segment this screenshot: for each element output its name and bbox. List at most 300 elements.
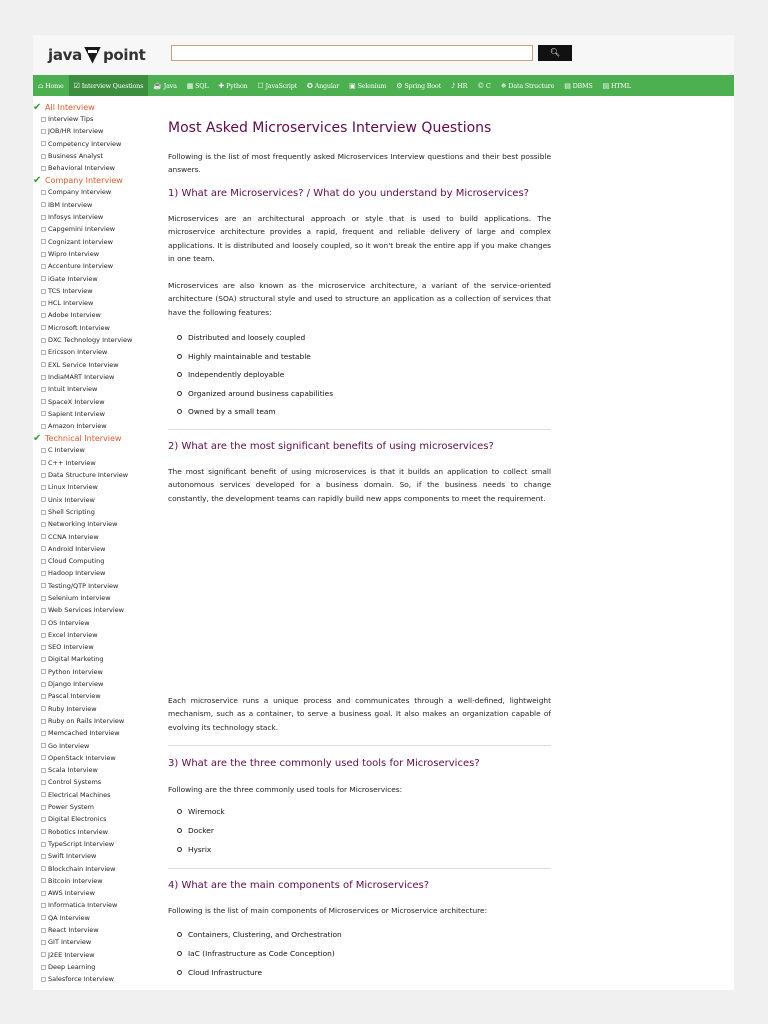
article-content (161, 104, 559, 990)
sidebar-item-label: Go Interview (48, 741, 90, 750)
nav-item-selenium[interactable] (344, 82, 391, 90)
nav-icon: ☐ (257, 81, 264, 90)
sidebar-item[interactable] (33, 555, 161, 567)
list-item (177, 930, 342, 939)
q3-paragraph-1: Following are the three commonly used tools for Microservices: (168, 785, 403, 794)
sidebar-item[interactable] (33, 150, 161, 162)
sidebar-item[interactable] (33, 518, 161, 530)
bullet-icon (177, 828, 182, 833)
bullet-box-icon (41, 264, 46, 269)
bullet-box-icon (41, 657, 46, 662)
sidebar-item-label: Company Interview (45, 175, 123, 185)
logo-mark-icon (84, 47, 101, 64)
sidebar-item[interactable] (33, 715, 161, 727)
sidebar-item-label: Selenium Interview (48, 593, 111, 602)
sidebar-item-label: IBM Interview (48, 200, 93, 209)
nav-label: DBMS (572, 81, 593, 90)
bullet-icon (177, 391, 182, 396)
bullet-box-icon (41, 289, 46, 294)
sidebar-item[interactable] (33, 973, 161, 985)
nav-label: SQL (195, 81, 209, 90)
sidebar (33, 101, 161, 985)
bullet-box-icon (41, 215, 46, 220)
bullet-box-icon (41, 166, 46, 171)
bullet-box-icon (41, 583, 46, 588)
bullet-box-icon (41, 878, 46, 883)
sidebar-item[interactable] (33, 604, 161, 616)
question-1-heading: 1) What are Microservices? / What do you understand by Microservices? (168, 188, 529, 199)
sidebar-item[interactable] (33, 297, 161, 309)
sidebar-item[interactable] (33, 764, 161, 776)
sidebar-item-label: Testing/QTP Interview (48, 581, 119, 590)
sidebar-item-label: React Interview (48, 926, 99, 934)
sidebar-item-label: Intuit Interview (48, 385, 98, 394)
bullet-icon (177, 335, 182, 340)
sidebar-item[interactable] (33, 727, 161, 739)
nav-label: Python (226, 81, 248, 90)
sidebar-item[interactable] (33, 408, 161, 420)
sidebar-item-label: Digital Electronics (48, 815, 107, 824)
bullet-box-icon (41, 743, 46, 748)
list-item-text: Owned by a small team (188, 407, 276, 416)
nav-icon: ⌂ (38, 81, 44, 90)
nav-label: Interview Questions (81, 81, 144, 90)
sidebar-item[interactable] (33, 383, 161, 395)
nav-label: C (486, 81, 491, 90)
checkmark-icon: ✔ (33, 101, 42, 113)
bullet-box-icon (41, 497, 46, 502)
bullet-box-icon (41, 350, 46, 355)
sidebar-item[interactable] (33, 690, 161, 702)
bullet-box-icon (41, 485, 46, 490)
sidebar-item-label: OS Interview (48, 618, 90, 627)
bullet-icon (177, 970, 182, 975)
sidebar-item-label: EXL Service Interview (48, 360, 119, 369)
sidebar-item-label: Business Analyst (48, 151, 103, 160)
sidebar-item[interactable] (33, 420, 161, 432)
list-item-text: Docker (188, 826, 214, 835)
sidebar-item[interactable] (33, 850, 161, 862)
sidebar-item[interactable] (33, 641, 161, 653)
sidebar-item[interactable] (33, 592, 161, 604)
sidebar-item[interactable] (33, 678, 161, 690)
bullet-box-icon (41, 338, 46, 343)
sidebar-item-label: Electrical Machines (48, 790, 111, 799)
checkmark-icon: ✔ (33, 432, 42, 444)
sidebar-item[interactable] (33, 617, 161, 629)
bullet-icon (177, 847, 182, 852)
sidebar-item-label: Capgemini Interview (48, 225, 116, 234)
sidebar-item[interactable] (33, 653, 161, 665)
sidebar-item[interactable] (33, 186, 161, 198)
sidebar-item-label: Informatica Interview (48, 901, 118, 910)
sidebar-item-label: Blockchain Interview (48, 864, 116, 873)
sidebar-item[interactable] (33, 309, 161, 321)
sidebar-item[interactable] (33, 924, 161, 936)
sidebar-item[interactable] (33, 543, 161, 555)
sidebar-item[interactable] (33, 531, 161, 543)
sidebar-item-label: Amazon Interview (48, 422, 107, 431)
sidebar-item-label: C++ Interview (48, 458, 96, 467)
sidebar-item[interactable] (33, 936, 161, 948)
nav-item-sql[interactable] (182, 82, 214, 90)
sidebar-item-label: Ericsson Interview (48, 348, 108, 357)
sidebar-item[interactable] (33, 826, 161, 838)
sidebar-item-label: Django Interview (48, 680, 104, 689)
sidebar-item-label: Control Systems (48, 778, 102, 787)
nav-label: Data Structure (508, 81, 555, 90)
logo-text-right: point (102, 46, 146, 64)
bullet-box-icon (41, 768, 46, 773)
sidebar-item-label: Adobe Interview (48, 311, 101, 320)
sidebar-item-label: DXC Technology Interview (48, 336, 133, 345)
nav-item-java[interactable] (148, 82, 182, 90)
sidebar-item-label: J2EE Interview (48, 950, 95, 959)
nav-label: Angular (314, 81, 340, 90)
nav-item-javascript[interactable] (252, 82, 302, 90)
bullet-box-icon (41, 780, 46, 785)
bullet-box-icon (41, 448, 46, 453)
bullet-box-icon (41, 202, 46, 207)
nav-icon: ▤ (564, 81, 571, 90)
sidebar-item-label: AWS Interview (48, 889, 95, 898)
sidebar-item-label: QA Interview (48, 913, 90, 922)
sidebar-item-label: All Interview (45, 102, 95, 112)
bullet-box-icon (41, 239, 46, 244)
checkmark-icon: ✔ (33, 174, 42, 186)
bullet-box-icon (41, 817, 46, 822)
bullet-box-icon (41, 460, 46, 465)
bullet-box-icon (41, 571, 46, 576)
search-input[interactable] (171, 45, 533, 61)
sidebar-item[interactable] (33, 444, 161, 456)
sidebar-item-label: C Interview (48, 446, 85, 455)
bullet-box-icon (41, 940, 46, 945)
bullet-box-icon (41, 190, 46, 195)
sidebar-item-label: OpenStack Interview (48, 753, 116, 762)
bullet-box-icon (41, 301, 46, 306)
sidebar-item[interactable] (33, 629, 161, 641)
sidebar-item-label: Shell Scripting (48, 507, 95, 516)
nav-icon: © (477, 81, 485, 90)
sidebar-item[interactable] (33, 334, 161, 346)
nav-icon: ☕ (153, 81, 162, 90)
bullet-box-icon (41, 129, 46, 134)
list-item-text: Containers, Clustering, and Orchestration (188, 930, 342, 939)
bullet-box-icon (41, 731, 46, 736)
sidebar-item[interactable] (33, 789, 161, 801)
bullet-box-icon (41, 645, 46, 650)
nav-item-html[interactable] (598, 82, 636, 90)
nav-icon: ▣ (349, 81, 356, 90)
list-item (177, 807, 225, 816)
bullet-box-icon (41, 362, 46, 367)
bullet-box-icon (41, 928, 46, 933)
bullet-icon (177, 372, 182, 377)
sidebar-item[interactable] (33, 752, 161, 764)
sidebar-item-label: Swift Interview (48, 852, 97, 861)
sidebar-item-label: Digital Marketing (48, 655, 104, 664)
sidebar-item[interactable] (33, 371, 161, 383)
bullet-box-icon (41, 276, 46, 281)
sidebar-item-label: Microsoft Interview (48, 323, 110, 332)
bullet-box-icon (41, 829, 46, 834)
list-item-text: Wiremock (188, 807, 225, 816)
sidebar-item[interactable] (33, 666, 161, 678)
nav-item-home[interactable] (33, 82, 69, 90)
bullet-box-icon (41, 891, 46, 896)
question-2-heading: 2) What are the most significant benefits of using microservices? (168, 441, 494, 452)
bullet-box-icon (41, 510, 46, 515)
sidebar-item[interactable] (33, 457, 161, 469)
sidebar-item-label: Linux Interview (48, 483, 98, 492)
sidebar-item[interactable] (33, 801, 161, 813)
sidebar-item[interactable] (33, 273, 161, 285)
sidebar-item[interactable] (33, 285, 161, 297)
bullet-box-icon (41, 866, 46, 871)
nav-item-spring-boot[interactable] (391, 82, 446, 90)
sidebar-item-label: Networking Interview (48, 520, 118, 529)
nav-item-angular[interactable] (302, 82, 344, 90)
question-3-heading: 3) What are the three commonly used tools for Microservices? (168, 758, 480, 769)
sidebar-item[interactable] (33, 899, 161, 911)
sidebar-item-label: Technical Interview (45, 433, 122, 443)
bullet-box-icon (41, 952, 46, 957)
bullet-box-icon (41, 842, 46, 847)
sidebar-item-label: Robotics Interview (48, 827, 108, 836)
q1-paragraph-1: Microservices are an architectural approach or style that is used to build applications. The microservice architecture provides a rapid, frequent and reliable delivery of large and complex applications. It is distributed and loosely coupled, so it won't break the entire app if you make changes in one team. (168, 214, 551, 263)
divider (168, 745, 551, 746)
sidebar-item-label: SEO Interview (48, 643, 94, 652)
sidebar-item[interactable] (33, 875, 161, 887)
sidebar-item-label: Power System (48, 803, 94, 812)
list-item-text: Independently deployable (188, 370, 285, 379)
sidebar-item[interactable] (33, 223, 161, 235)
bullet-box-icon (41, 608, 46, 613)
bullet-box-icon (41, 325, 46, 330)
list-item-text: Hysrix (188, 845, 212, 854)
sidebar-item-label: iGate Interview (48, 274, 98, 283)
list-item-text: Organized around business capabilities (188, 388, 334, 398)
sidebar-item-label: Company Interview (48, 188, 112, 197)
bullet-box-icon (41, 965, 46, 970)
sidebar-item[interactable] (33, 740, 161, 752)
nav-item-hr[interactable] (446, 82, 472, 90)
sidebar-item[interactable] (33, 346, 161, 358)
bullet-box-icon (41, 534, 46, 539)
sidebar-item[interactable] (33, 125, 161, 137)
logo-text-left: java (48, 46, 82, 64)
nav-label: JavaScript (265, 81, 298, 90)
sidebar-item-label: Web Services Interview (48, 606, 124, 615)
sidebar-item-label: Unix Interview (48, 495, 95, 504)
bullet-box-icon (41, 694, 46, 699)
bullet-box-icon (41, 620, 46, 625)
bullet-icon (177, 809, 182, 814)
bullet-box-icon (41, 854, 46, 859)
bullet-box-icon (41, 387, 46, 392)
sidebar-category[interactable] (33, 174, 161, 186)
nav-label: HTML (610, 81, 631, 90)
sidebar-item-label: HCL Interview (48, 299, 94, 308)
nav-icon: ☑ (73, 81, 80, 90)
nav-item-c[interactable] (472, 82, 496, 90)
sidebar-item[interactable] (33, 494, 161, 506)
bullet-box-icon (41, 669, 46, 674)
bullet-box-icon (41, 755, 46, 760)
sidebar-item-label: CCNA Interview (48, 532, 99, 541)
bullet-box-icon (41, 424, 46, 429)
nav-icon: ✵ (500, 81, 507, 90)
sidebar-item-label: Memcached Interview (48, 729, 120, 738)
search-button[interactable] (538, 45, 572, 61)
bullet-box-icon (41, 154, 46, 159)
nav-label: Selenium (357, 81, 387, 90)
sidebar-item[interactable] (33, 199, 161, 211)
sidebar-item[interactable] (33, 506, 161, 518)
bullet-box-icon (41, 633, 46, 638)
sidebar-item-label: Competency Interview (48, 139, 122, 148)
bullet-box-icon (41, 903, 46, 908)
bullet-box-icon (41, 915, 46, 920)
sidebar-item[interactable] (33, 260, 161, 272)
nav-label: HR (457, 81, 468, 90)
nav-icon: ✪ (307, 81, 313, 90)
nav-icon: ▦ (186, 81, 194, 90)
sidebar-item[interactable] (33, 236, 161, 248)
bullet-icon (177, 951, 182, 956)
sidebar-category[interactable] (33, 101, 161, 113)
bullet-icon (177, 409, 182, 414)
divider (168, 429, 551, 430)
bullet-box-icon (41, 411, 46, 416)
bullet-box-icon (41, 596, 46, 601)
q2-paragraph-2: Each microservice runs a unique process and communicates through a well-defined, lightweight mechanism, such as a container, to serve a business goal. It also makes an organization capable of evolving its technology stack. (168, 696, 551, 732)
sidebar-item-label: TCS Interview (48, 286, 93, 295)
sidebar-item-label: Interview Tips (48, 115, 94, 123)
bullet-icon (177, 354, 182, 359)
sidebar-item[interactable] (33, 469, 161, 481)
nav-icon: ✚ (218, 81, 225, 90)
bullet-box-icon (41, 252, 46, 257)
sidebar-item-label: Python Interview (48, 667, 103, 676)
sidebar-item[interactable] (33, 211, 161, 223)
list-item-text: IaC (Infrastructure as Code Conception) (188, 949, 335, 958)
sidebar-item[interactable] (33, 481, 161, 493)
sidebar-item-label: Android Interview (48, 544, 106, 553)
nav-icon: ♪ (450, 81, 456, 90)
sidebar-category[interactable] (33, 432, 161, 444)
sidebar-item[interactable] (33, 580, 161, 592)
sidebar-item[interactable] (33, 322, 161, 334)
bullet-box-icon (41, 313, 46, 318)
list-item-text: Highly maintainable and testable (188, 351, 311, 361)
sidebar-item[interactable] (33, 567, 161, 579)
bullet-icon (177, 932, 182, 937)
list-item (177, 333, 305, 342)
sidebar-item-label: Wipro Interview (48, 249, 100, 258)
q4-paragraph-1: Following is the list of main components of Microservices or Microservice architecture: (168, 906, 488, 915)
sidebar-item-label: Accenture Interview (48, 262, 114, 271)
site-logo[interactable] (48, 44, 146, 66)
list-item (177, 968, 262, 977)
sidebar-item[interactable] (33, 863, 161, 875)
sidebar-item-label: Cognizant Interview (48, 237, 113, 246)
bullet-box-icon (41, 706, 46, 711)
list-item (177, 949, 335, 958)
sidebar-item[interactable] (33, 396, 161, 408)
nav-item-python[interactable] (213, 82, 252, 90)
sidebar-item-label: Hadoop Interview (48, 569, 106, 578)
sidebar-item-label: Infosys Interview (48, 213, 104, 222)
list-item (177, 826, 214, 835)
sidebar-item[interactable] (33, 912, 161, 924)
bullet-box-icon (41, 546, 46, 551)
bullet-box-icon (41, 805, 46, 810)
sidebar-item-label: SpaceX Interview (48, 397, 105, 406)
bullet-box-icon (41, 141, 46, 146)
top-navigation (33, 75, 734, 96)
sidebar-item[interactable] (33, 887, 161, 899)
page-title: Most Asked Microservices Interview Questions (168, 120, 492, 136)
divider (168, 868, 551, 869)
sidebar-item[interactable] (33, 776, 161, 788)
nav-icon: ⚙ (396, 81, 403, 90)
list-item-text: Distributed and loosely coupled (188, 333, 306, 342)
sidebar-item[interactable] (33, 359, 161, 371)
nav-label: Java (163, 81, 177, 90)
list-item-text: Cloud Infrastructure (188, 968, 263, 977)
list-item (177, 352, 311, 361)
sidebar-item[interactable] (33, 162, 161, 174)
sidebar-item[interactable] (33, 813, 161, 825)
list-item (177, 845, 211, 854)
sidebar-item[interactable] (33, 961, 161, 973)
q2-paragraph-1: The most significant benefit of using microservices is that it builds an application to collect small autonomous services developed for a business domain. So, if the business needs to change constantly, the development teams can rapidly build new apps components to meet the requirement. (168, 467, 551, 503)
sidebar-item[interactable] (33, 949, 161, 961)
sidebar-item[interactable] (33, 113, 161, 125)
sidebar-item[interactable] (33, 248, 161, 260)
nav-item-interview-questions[interactable] (69, 75, 149, 96)
list-item (177, 370, 284, 379)
bullet-box-icon (41, 559, 46, 564)
sidebar-item-label: Salesforce Interview (48, 975, 114, 984)
sidebar-item-label: Deep Learning (48, 962, 96, 971)
list-item (177, 407, 276, 416)
sidebar-item-label: Excel Interview (48, 630, 98, 639)
bullet-box-icon (41, 399, 46, 404)
sidebar-item[interactable] (33, 703, 161, 715)
nav-item-data-structure[interactable] (496, 82, 559, 90)
intro-paragraph: Following is the list of most frequently asked Microservices Interview questions and their best possible answers. (168, 152, 551, 175)
sidebar-item-label: Bitcoin Interview (48, 876, 103, 885)
bullet-box-icon (41, 682, 46, 687)
sidebar-item-label: GIT Interview (48, 938, 92, 947)
nav-item-dbms[interactable] (559, 82, 597, 90)
sidebar-item-label: TypeScript Interview (48, 839, 115, 848)
list-item (177, 389, 333, 398)
sidebar-item[interactable] (33, 838, 161, 850)
nav-label: Home (45, 81, 64, 90)
sidebar-item-label: Sapient Interview (48, 409, 105, 418)
sidebar-item-label: Data Structure Interview (48, 471, 129, 480)
sidebar-item-label: Ruby Interview (48, 704, 97, 713)
nav-label: Spring Boot (404, 81, 441, 90)
sidebar-item[interactable] (33, 138, 161, 150)
sidebar-item-label: Scala Interview (48, 766, 98, 775)
sidebar-item-label: Ruby on Rails Interview (48, 716, 125, 725)
bullet-box-icon (41, 473, 46, 478)
